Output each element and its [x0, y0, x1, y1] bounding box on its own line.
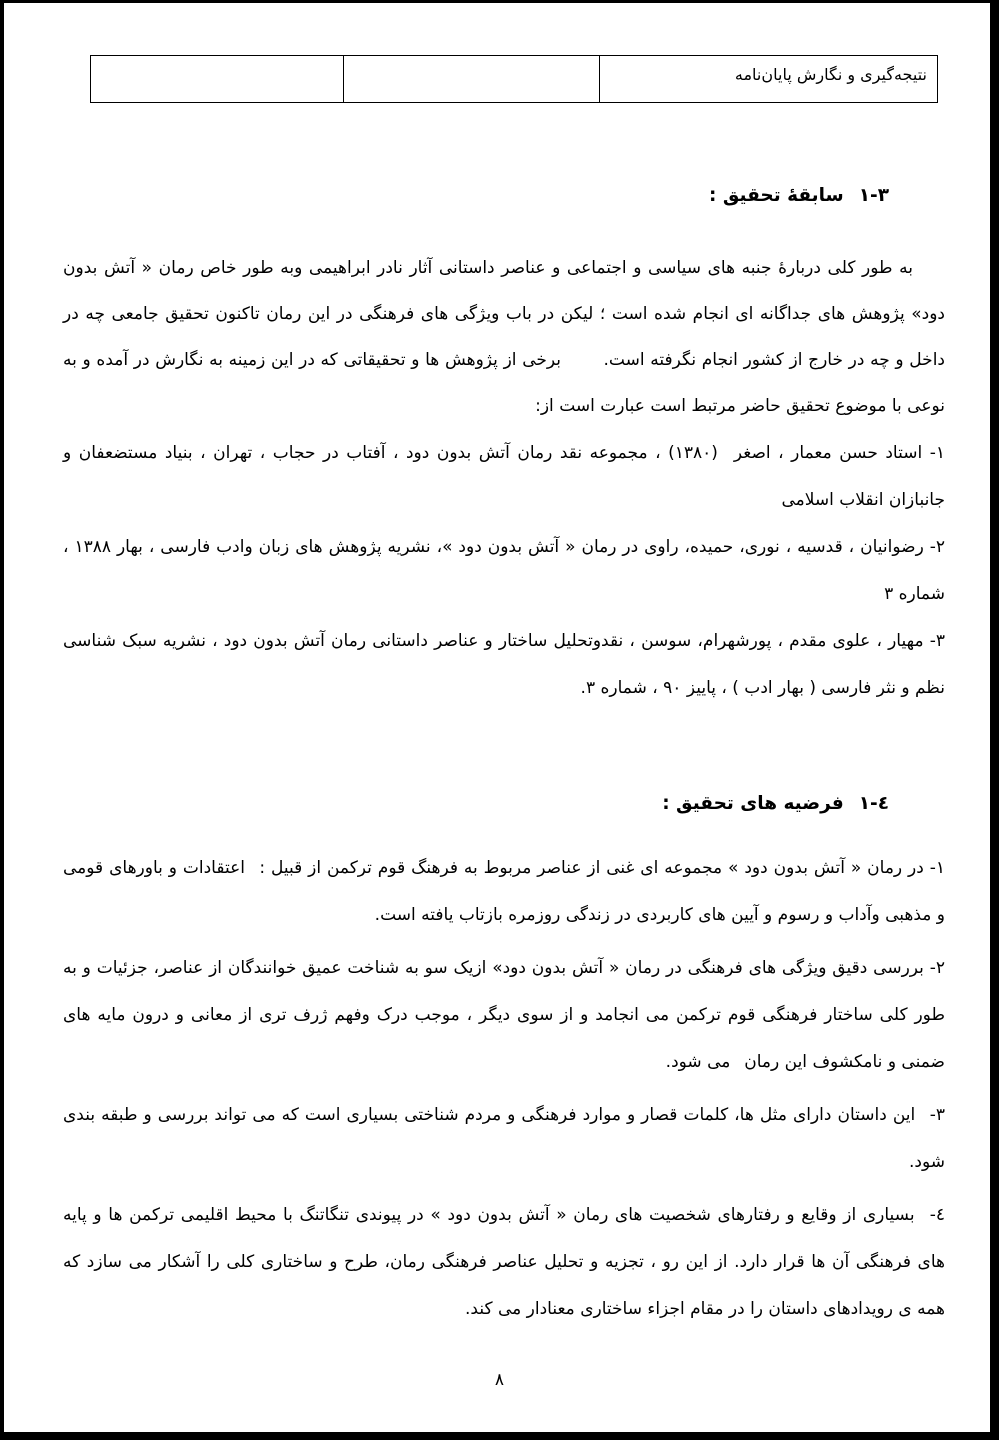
section-heading-hypotheses — [63, 791, 889, 817]
section-heading-background — [63, 183, 889, 209]
hypothesis-item-2: ۲- بررسی دقیق ویژگی های فرهنگی در رمان « آتش بدون دود» ازیک سو به شناخت عمیق خوانندگان از عناصر، جزئیات و به طور کلی ساختار فرهنگی قوم ترکمن می انجامد و از سوی دیگر ، موجب درک وفهم ژرف تری از معانی و درون مایه های ضمنی و نامکشوف این رمان می شود. — [63, 958, 945, 1072]
hypothesis-item-1: ۱- در رمان « آتش بدون دود » مجموعه ای غنی از عناصر مربوط به فرهنگ قوم ترکمن از قبیل : اعتقادات و باورهای قومی و مذهبی وآداب و رسوم و آیین های کاربردی در زندگی روزمره بازتاب یافته است. — [63, 858, 945, 925]
section-number-background: ۱-۳ — [858, 185, 889, 206]
reference-item-2: ۲- رضوانیان ، قدسیه ، نوری، حمیده، راوی در رمان « آتش بدون دود »، نشریه پژوهش های زبان وادب فارسی ، بهار ۱۳۸۸ ، شماره ۳ — [63, 537, 946, 604]
page-content — [63, 0, 945, 1333]
background-intro-paragraph: به طور کلی دربارۀ جنبه های سیاسی و اجتماعی و عناصر داستانی آثار نادر ابراهیمی وبه طور خاص رمان « آتش بدون دود» پژوهش های جداگانه ای انجام شده است ؛ لیکن در باب ویژگی های فرهنگی در این رمان تاکنون تحقیق جامعی چه در داخل و چه در خارج از کشور انجام نگرفته است. برخی از پژوهش ها و تحقیقاتی که در این زمینه به نگارش در آمده و به نوعی با موضوع تحقیق حاضر مرتبط است عبارت است از: — [63, 258, 945, 416]
reference-item-3: ۳- مهیار ، علوی مقدم ، پورشهرام، سوسن ، نقدوتحلیل ساختار و عناصر داستانی رمان آتش بدون دود ، نشریه سبک شناسی نظم و نثر فارسی ( بهار ادب ) ، پاییز ۹۰ ، شماره ۳. — [63, 631, 945, 698]
page-number: ۸ — [494, 1370, 505, 1390]
section-title-background: سابقۀ تحقیق : — [709, 185, 844, 206]
hypothesis-item-4: ٤- بسیاری از وقایع و رفتارهای شخصیت های رمان « آتش بدون دود » در پیوندی تنگاتنگ با محیط اقلیمی ترکمن ها و پایه های فرهنگی آن ها قرار دارد. از این رو ، تجزیه و تحلیل عناصر فرهنگی رمان، طرح و ساختاری کلی را آشکار می سازد که همه ی رویدادهای داستان را در مقام اجزاء ساختاری معنادار می کند. — [63, 1205, 945, 1319]
section-title-hypotheses: فرضیه های تحقیق : — [662, 793, 844, 814]
reference-item-1: ۱- استاد حسن معمار ، اصغر (۱۳۸۰) ، مجموعه نقد رمان آتش بدون دود ، آفتاب در حجاب ، تهران ، بنیاد مستضعفان و جانبازان انقلاب اسلامی — [63, 443, 945, 510]
header-cell-chapter-title: نتیجه‌گیری و نگارش پایان‌نامه — [599, 56, 937, 102]
hypothesis-item-3: ۳- این داستان دارای مثل ها، کلمات قصار و موارد فرهنگی و مردم شناختی بسیاری است که می تواند بررسی و طبقه بندی شود. — [63, 1105, 945, 1172]
section-number-hypotheses: ۱-٤ — [858, 793, 889, 814]
